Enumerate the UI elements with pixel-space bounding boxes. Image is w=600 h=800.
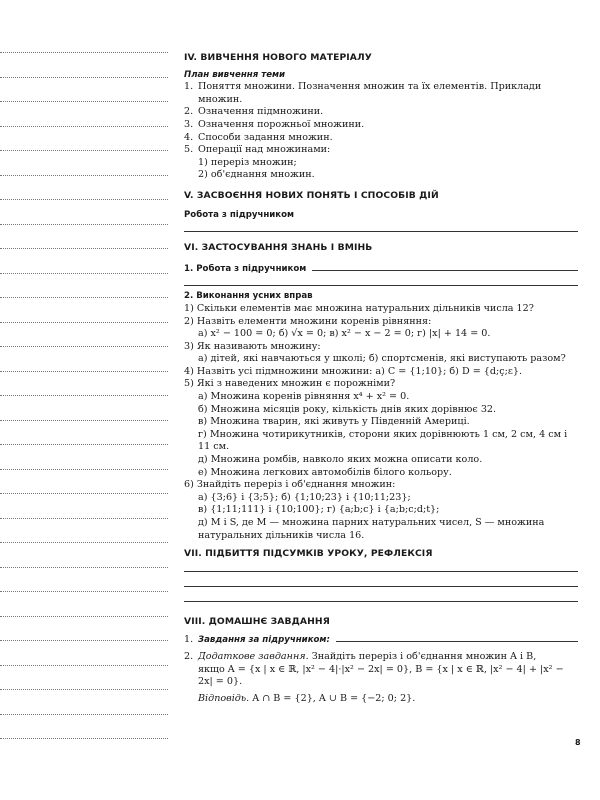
plan-item-text: Операції над множинами: [198, 144, 331, 156]
work-with-textbook-label: 1. Робота з підручником [184, 263, 307, 274]
exercise-part: д) M і S, де M — множина парних натуральних чисел, S — множина натуральних дільників числа 16. [198, 517, 545, 541]
plan-item [184, 119, 578, 132]
page-content [184, 52, 578, 705]
margin-note-line[interactable] [0, 518, 168, 519]
margin-note-line[interactable] [0, 444, 168, 445]
margin-note-line[interactable] [0, 420, 168, 421]
margin-note-line[interactable] [0, 273, 168, 274]
margin-note-line[interactable] [0, 175, 168, 176]
exercise-part: в) Множина тварин, які живуть у Південній Америці. [198, 416, 470, 428]
homework-number: 2. [184, 650, 194, 662]
exercise-part: б) Множина місяців року, кількість днів яких дорівнює 32. [198, 403, 497, 415]
margin-note-line[interactable] [0, 714, 168, 715]
exercise-question: 6) Знайдіть переріз і об'єднання множин: [184, 479, 396, 491]
exercise-part: а) Множина коренів рівняння x⁴ + x² = 0. [198, 391, 410, 403]
answer-label: Відповідь. [198, 692, 250, 704]
exercise-parts: а) дітей, які навчаються у школі; б) спортсменів, які виступають разом? [198, 353, 566, 365]
section-v-subtitle: Робота з підручником [184, 209, 295, 220]
plan-item-text: Поняття множини. Позначення множин та їх елементів. Приклади множин. [198, 81, 542, 105]
answer-text: A ∩ B = {2}, A ∪ B = {−2; 0; 2}. [252, 692, 416, 704]
page-number: 8 [575, 738, 581, 747]
exercise-part: д) Множина ромбів, навколо яких можна описати коло. [198, 454, 483, 466]
margin-note-line[interactable] [0, 150, 168, 151]
margin-note-line[interactable] [0, 567, 168, 568]
plan-item-text: Означення підмножини. [198, 106, 324, 118]
margin-note-line[interactable] [0, 738, 168, 739]
plan-item-number: 1. [184, 81, 194, 93]
section-vi-title: VI. ЗАСТОСУВАННЯ ЗНАНЬ І ВМІНЬ [184, 242, 373, 254]
margin-note-line[interactable] [0, 395, 168, 396]
margin-note-line[interactable] [0, 297, 168, 298]
work-with-textbook-row [184, 261, 578, 276]
margin-note-line[interactable] [0, 248, 168, 249]
margin-notes-column [0, 40, 168, 760]
write-in-line[interactable] [336, 632, 578, 642]
homework-label: Додаткове завдання. [198, 650, 309, 662]
plan-item-number: 4. [184, 131, 194, 143]
plan-subitem: 1) переріз множин; [198, 156, 297, 168]
write-in-line[interactable] [312, 261, 578, 271]
margin-note-line[interactable] [0, 52, 168, 53]
plan-item-number: 5. [184, 144, 194, 156]
margin-note-line[interactable] [0, 469, 168, 470]
plan-item [184, 132, 578, 145]
exercise-question: 1) Скільки елементів має множина натуральних дільників числа 12? [184, 302, 534, 314]
margin-note-line[interactable] [0, 322, 168, 323]
margin-note-line[interactable] [0, 493, 168, 494]
margin-note-line[interactable] [0, 224, 168, 225]
margin-note-line[interactable] [0, 101, 168, 102]
plan-item [184, 81, 578, 106]
plan-item-number: 2. [184, 106, 194, 118]
plan-subitem: 2) об'єднання множин. [198, 169, 315, 181]
margin-note-line[interactable] [0, 665, 168, 666]
margin-note-line[interactable] [0, 126, 168, 127]
plan-item-text: Означення порожньої множини. [198, 118, 365, 130]
homework-text: Знайдіть переріз і об'єднання множин A і B, [311, 650, 537, 662]
exercise-question: 5) Які з наведених множин є порожніми? [184, 378, 396, 390]
margin-note-line[interactable] [0, 616, 168, 617]
margin-note-line[interactable] [0, 346, 168, 347]
plan-item [184, 144, 578, 157]
margin-note-line[interactable] [0, 542, 168, 543]
plan-item [184, 106, 578, 119]
plan-item-number: 3. [184, 118, 194, 130]
margin-note-line[interactable] [0, 591, 168, 592]
oral-exercises-label: 2. Виконання усних вправ [184, 291, 313, 302]
margin-note-line[interactable] [0, 199, 168, 200]
exercise-part: е) Множина легкових автомобілів білого кольору. [198, 466, 452, 478]
section-v-title: V. ЗАСВОЄННЯ НОВИХ ПОНЯТЬ І СПОСОБІВ ДІЙ [184, 189, 439, 201]
section-viii-title: VIII. ДОМАШНЄ ЗАВДАННЯ [184, 615, 330, 627]
exercise-question: 3) Як називають множину: [184, 340, 321, 352]
margin-note-line[interactable] [0, 371, 168, 372]
homework-item [184, 632, 578, 647]
plan-item-text: Способи задання множин. [198, 131, 333, 143]
exercise-part: а) {3;6} і {3;5}; б) {1;10;23} і {10;11;23}; [198, 491, 411, 503]
margin-note-line[interactable] [0, 77, 168, 78]
homework-label: Завдання за підручником: [198, 635, 330, 646]
homework-condition: якщо A = {x | x ∈ ℝ, |x² − 4|·|x² − 2x| = 0}, B = {x | x ∈ ℝ, |x² − 4| + |x² − 2x| = 0}. [198, 663, 564, 688]
exercise-question: 2) Назвіть елементи множини коренів рівняння: [184, 315, 432, 327]
homework-number: 1. [184, 634, 194, 646]
exercise-question: 4) Назвіть усі підмножини множини: а) C = {1;10}; б) D = {d;ç;ε}. [184, 365, 523, 377]
margin-note-line[interactable] [0, 640, 168, 641]
exercise-part: г) Множина чотирикутників, сторони яких дорівнюють 1 см, 2 см, 4 см і 11 см. [198, 428, 568, 453]
homework-item [184, 651, 578, 664]
plan-title: План вивчення теми [184, 69, 286, 80]
margin-note-line[interactable] [0, 689, 168, 690]
exercise-part: в) {1;11;111} і {10;100}; г) {a;b;c} і {a;b;c;d;t}; [198, 504, 440, 516]
section-iv-title: IV. ВИВЧЕННЯ НОВОГО МАТЕРІАЛУ [184, 52, 372, 63]
section-vii-title: VII. ПІДБИТТЯ ПІДСУМКІВ УРОКУ, РЕФЛЕКСІЯ [184, 548, 433, 560]
exercise-parts: а) x² − 100 = 0; б) √x = 0; в) x² − x − 2 = 0; г) |x| + 14 = 0. [198, 328, 491, 340]
